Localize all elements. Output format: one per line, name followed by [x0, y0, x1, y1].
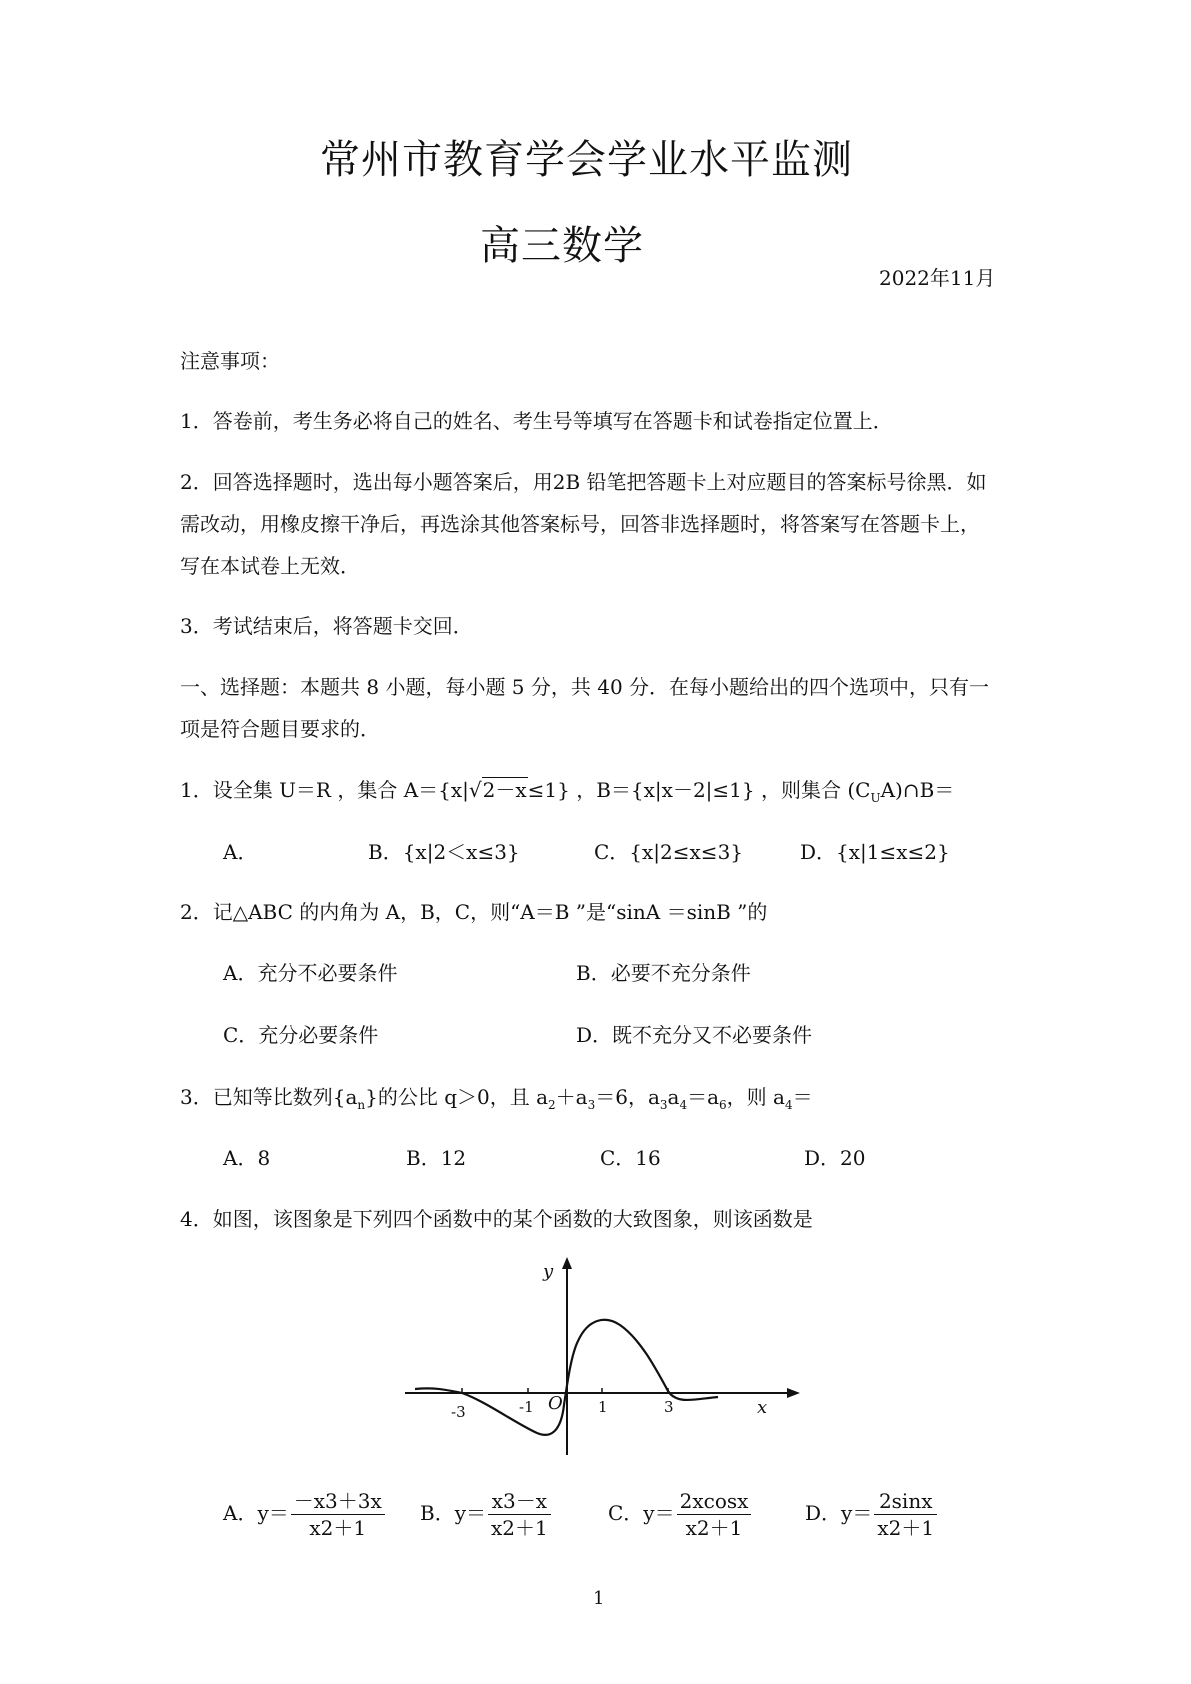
q3-subscript: 4: [784, 1098, 793, 1112]
fraction-denominator: x2＋1: [309, 1516, 367, 1540]
sqrt-sign: √: [468, 778, 482, 802]
q3-text: ＝6，a: [595, 1085, 660, 1109]
y-axis-arrow: [562, 1257, 572, 1269]
q2-option-c: C．充分必要条件: [223, 1023, 379, 1047]
q1-option-b: B．{x|2＜x≤3}: [368, 840, 520, 864]
tick-label-neg1: -1: [519, 1398, 534, 1416]
q3-subscript: 3: [659, 1098, 668, 1112]
tick-label-1: 1: [598, 1398, 608, 1416]
q3-text: 3．已知等比数列{a: [180, 1085, 358, 1109]
q3-text: }的公比 q＞0，且 a: [365, 1085, 548, 1109]
q3-text: a: [667, 1085, 680, 1109]
notice-item-2-line-1: 2．回答选择题时，选出每小题答案后，用2B 铅笔把答题卡上对应题目的答案标号徐黑．如: [180, 470, 987, 494]
q1-option-d: D．{x|1≤x≤2}: [800, 840, 950, 864]
q4-option-d-label: D．y＝: [805, 1501, 873, 1525]
x-axis-label: x: [757, 1397, 768, 1418]
function-graph: [405, 1255, 800, 1465]
notice-item-2-line-2: 需改动，用橡皮擦干净后，再选涂其他答案标号，回答非选择题时，将答案写在答题卡上，: [180, 512, 980, 536]
notice-item-2-line-3: 写在本试卷上无效．: [180, 554, 360, 578]
exam-date: 2022年11月: [879, 266, 996, 290]
q3-option-b: B．12: [406, 1146, 467, 1170]
fraction-numerator: 2sinx: [874, 1488, 937, 1515]
q3-text: ＝a: [687, 1085, 720, 1109]
q2-option-a: A．充分不必要条件: [223, 961, 398, 985]
question-3-stem: [180, 1081, 813, 1112]
exam-title: 常州市教育学会学业水平监测: [320, 137, 853, 183]
section-1-instructions-line-1: 一、选择题：本题共 8 小题，每小题 5 分，共 40 分．在每小题给出的四个选项中，只有一: [180, 675, 990, 699]
q4-option-d: [805, 1488, 939, 1541]
fraction-denominator: x2＋1: [685, 1516, 743, 1540]
q2-option-d: D．既不充分又不必要条件: [576, 1023, 813, 1047]
y-axis-label: y: [543, 1261, 554, 1282]
q3-text: ＋a: [555, 1085, 588, 1109]
q4-option-c-label: C．y＝: [608, 1501, 675, 1525]
q3-option-c: C．16: [600, 1146, 661, 1170]
fraction-denominator: x2＋1: [877, 1516, 935, 1540]
q1-option-c: C．{x|2≤x≤3}: [594, 840, 744, 864]
question-1-stem: [180, 774, 954, 805]
question-2-stem: 2．记△ABC 的内角为 A，B，C，则“A＝B ”是“sinA ＝sinB ”的: [180, 900, 768, 924]
q3-subscript: 2: [548, 1098, 556, 1112]
fraction-numerator: －x3＋3x: [291, 1488, 385, 1515]
q4-option-b: [420, 1488, 553, 1541]
q1-radicand: 2－x: [482, 778, 527, 802]
q4-option-a-label: A．y＝: [223, 1501, 289, 1525]
q3-option-a: A．8: [223, 1146, 271, 1170]
q1-prefix: 1．设全集 U＝R ，集合 A＝{x|: [180, 778, 469, 802]
q3-subscript: n: [357, 1098, 366, 1112]
tick-label-3: 3: [664, 1398, 674, 1416]
q1-middle: ≤1} ，B＝{x|x－2|≤1} ，则集合 (C: [527, 778, 871, 802]
fraction-numerator: x3－x: [488, 1488, 551, 1515]
notice-heading: 注意事项：: [180, 349, 280, 373]
notice-item-1: 1．答卷前，考生务必将自己的姓名、考生号等填写在答题卡和试卷指定位置上．: [180, 409, 893, 433]
section-1-instructions-line-2: 项是符合题目要求的．: [180, 717, 380, 741]
page-number: 1: [593, 1588, 605, 1609]
fraction-denominator: x2＋1: [491, 1516, 548, 1540]
q3-subscript: 4: [679, 1098, 688, 1112]
tick-label-neg3: -3: [451, 1403, 466, 1421]
q4-option-c: [608, 1488, 753, 1541]
fraction-numerator: 2xcosx: [677, 1488, 752, 1515]
q3-text: ，则 a: [726, 1085, 785, 1109]
q3-subscript: 6: [719, 1098, 727, 1112]
x-axis-arrow: [787, 1388, 800, 1398]
q4-option-a-fraction: [291, 1488, 385, 1541]
q3-text: ＝: [792, 1085, 813, 1109]
q1-option-a: A．: [223, 840, 258, 864]
q4-option-b-fraction: [488, 1488, 551, 1541]
question-4-stem: 4．如图，该图象是下列四个函数中的某个函数的大致图象，则该函数是: [180, 1207, 813, 1231]
q4-option-a: [223, 1488, 387, 1541]
exam-subject: 高三数学: [480, 223, 644, 269]
q1-complement-subscript: U: [870, 791, 881, 805]
origin-label: O: [548, 1393, 563, 1414]
q3-option-d: D．20: [804, 1146, 866, 1170]
q1-suffix: A)∩B＝: [880, 778, 955, 802]
q3-subscript: 3: [587, 1098, 596, 1112]
q4-option-b-label: B．y＝: [420, 1501, 486, 1525]
q4-option-d-fraction: [874, 1488, 937, 1541]
q2-option-b: B．必要不充分条件: [576, 961, 751, 985]
notice-item-3: 3．考试结束后，将答题卡交回．: [180, 614, 473, 638]
q4-option-c-fraction: [677, 1488, 752, 1541]
